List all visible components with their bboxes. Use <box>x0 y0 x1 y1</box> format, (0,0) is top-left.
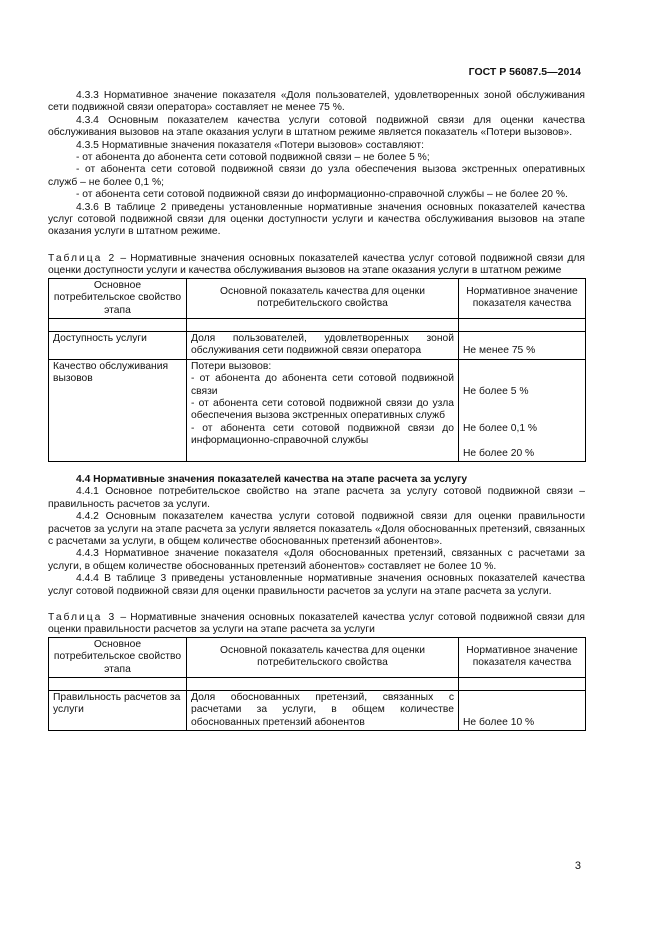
table2-row2-sub2: - от абонента сети сотовой подвижной связи до узла обеспечения вызова экстренных оперативных служб <box>191 397 454 422</box>
table-3 <box>48 637 586 731</box>
list-item-loss-2: - от абонента сети сотовой подвижной связи до узла обеспечения вызова экстренных оперативных служб – не более 0,1 %; <box>48 164 585 188</box>
table2-row1-indicator: Доля пользователей, удовлетворенных зоной обслуживания сети подвижной связи оператора <box>187 331 459 359</box>
paragraph-4-4-4: 4.4.4 В таблице 3 приведены установленные нормативные значения основных показателей качества услуг сотовой подвижной связи для оценки правильности расчетов за услуги на этапе расчета за услуги. <box>48 573 585 597</box>
table2-row1-value: Не менее 75 % <box>459 331 586 359</box>
table-row <box>49 691 586 731</box>
table3-header-property: Основное потребительское свойство этапа <box>49 637 187 677</box>
paragraph-4-4-2: 4.4.2 Основным показателем качества услуги сотовой подвижной связи для оценки правильности расчетов за услуги на этапе расчета за услуги является показатель «Доля обоснованных претензий, связанных с расчетами за услуги, в общем количестве обоснованных претензий абонентов». <box>48 511 585 547</box>
table-row <box>49 359 586 461</box>
paragraph-4-3-3: 4.3.3 Нормативное значение показателя «Доля пользователей, удовлетворенных зоной обслуживания сети подвижной связи оператора» составляет не менее 75 %. <box>48 90 585 114</box>
table2-caption-label: Таблица 2 <box>48 252 117 264</box>
list-item-loss-3: - от абонента сети сотовой подвижной связи до информационно-справочной службы – не более 20 %. <box>76 189 568 201</box>
paragraph-4-3-6: 4.3.6 В таблице 2 приведены установленные нормативные значения основных показателей качества услуг сотовой подвижной связи для оценки доступности услуги и качества обслуживания вызовов на этапе оказания услуги в штатном режиме. <box>48 201 585 238</box>
list-item-loss-1: - от абонента до абонента сети сотовой подвижной связи – не более 5 %; <box>76 152 430 164</box>
section-4-4-title: 4.4 Нормативные значения показателей качества на этапе расчета за услугу <box>76 473 468 485</box>
paragraph-4-3-4: 4.3.4 Основным показателем качества услуги сотовой подвижной связи для оценки качества обслуживания вызовов на этапе оказания услуги в штатном режиме является показатель «Потери вызовов». <box>48 114 585 139</box>
table3-blank-row <box>49 678 586 691</box>
table2-caption-text: – Нормативные значения основных показателей качества услуг сотовой подвижной связи для оценки доступности услуги и качества обслуживания вызовов на этапе оказания услуги в штатном режиме <box>48 252 585 277</box>
table2-caption <box>48 253 585 278</box>
table2-row2-indicator-title: Потери вызовов: <box>191 360 272 372</box>
page-number: 3 <box>574 860 581 872</box>
table2-row2-sub3-value: Не более 20 % <box>463 447 535 459</box>
table3-row1-value: Не более 10 % <box>459 691 586 731</box>
table2-row1-property: Доступность услуги <box>49 331 187 359</box>
table3-header-indicator: Основной показатель качества для оценки потребительского свойства <box>187 637 459 677</box>
table3-row1-indicator: Доля обоснованных претензий, связанных с расчетами за услуги, в общем количестве обоснованных претензий абонентов <box>187 691 459 731</box>
table2-header-indicator: Основной показатель качества для оценки потребительского свойства <box>187 278 459 318</box>
table-row <box>49 331 586 359</box>
table2-row2-property: Качество обслуживания вызовов <box>49 359 187 461</box>
table3-row1-property: Правильность расчетов за услуги <box>49 691 187 731</box>
table2-header-property: Основное потребительское свойство этапа <box>49 278 187 318</box>
table-2 <box>48 278 586 462</box>
table3-header-value: Нормативное значение показателя качества <box>459 637 586 677</box>
paragraph-4-3-5: 4.3.5 Нормативные значения показателя «Потери вызовов» составляют: <box>76 139 425 151</box>
table2-row2-indicator <box>187 359 459 461</box>
table2-row2-sub1: - от абонента до абонента сети сотовой подвижной связи <box>191 373 454 397</box>
table2-row2-values <box>459 359 586 461</box>
table2-row2-sub1-value: Не более 5 % <box>463 385 529 397</box>
table3-caption <box>48 612 585 637</box>
document-header: ГОСТ Р 56087.5—2014 <box>468 66 581 78</box>
table3-caption-text: – Нормативные значения основных показателей качества услуг сотовой подвижной связи для оценки правильности расчетов за услуги на этапе расчета за услуги <box>48 611 585 636</box>
paragraph-4-4-3: 4.4.3 Нормативное значение показателя «Доля обоснованных претензий, связанных с расчетами за услуги, в общем количестве обоснованных претензий абонентов» составляет не более 10 %. <box>48 548 585 572</box>
table2-row2-sub3: - от абонента сети сотовой подвижной связи до информационно-справочной службы <box>191 422 454 447</box>
table2-row2-sub2-value: Не более 0,1 % <box>463 422 538 434</box>
table2-header-value: Нормативное значение показателя качества <box>459 278 586 318</box>
paragraph-4-4-1: 4.4.1 Основное потребительское свойство на этапе расчета за услугу сотовой подвижной связи – правильность расчетов за услуги. <box>48 486 585 510</box>
table2-blank-row <box>49 318 586 331</box>
page-content <box>48 90 585 731</box>
table3-caption-label: Таблица 3 <box>48 611 117 623</box>
